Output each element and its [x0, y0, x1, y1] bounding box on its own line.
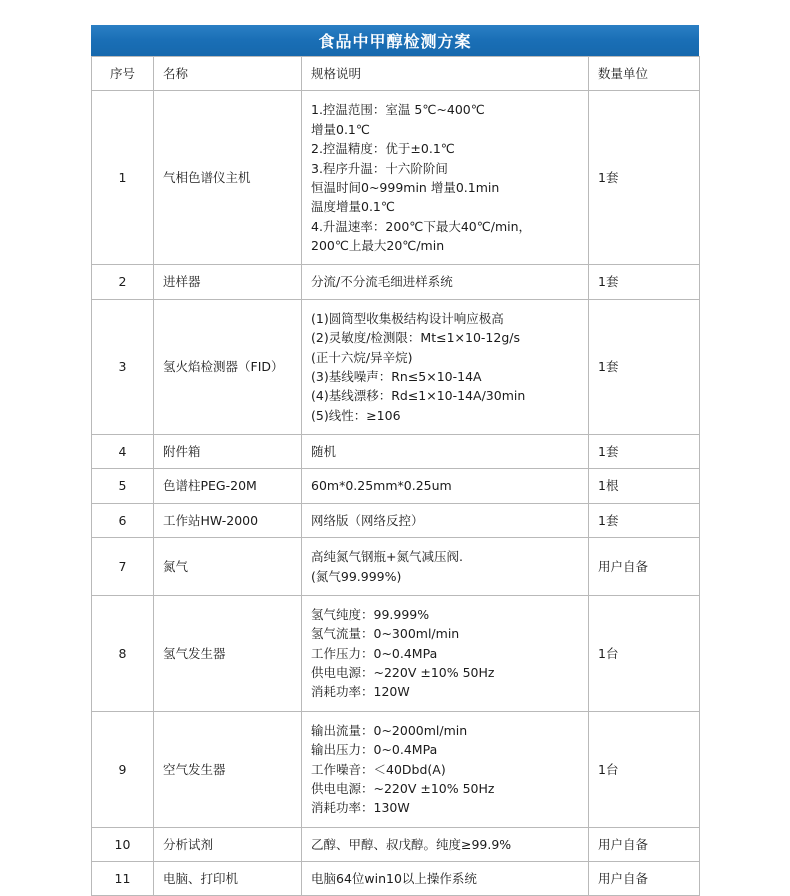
row-no: 3: [118, 359, 127, 375]
row-no: 9: [118, 761, 127, 777]
row-no-cell: [92, 299, 154, 434]
row-name: 分析试剂: [163, 836, 214, 852]
row-no-cell: [92, 538, 154, 596]
table-row: [92, 862, 700, 896]
row-spec-cell: [302, 265, 589, 299]
table-header-row: [92, 57, 700, 91]
row-spec: [302, 596, 588, 711]
row-qty-cell: [589, 711, 700, 827]
row-name: 氮气: [163, 558, 189, 574]
row-name: 色谱柱PEG-20M: [163, 478, 257, 494]
row-qty-cell: [589, 503, 700, 537]
table-row: [92, 265, 700, 299]
row-spec-line: 网络版（网络反控）: [311, 512, 424, 528]
row-spec-line: 消耗功率：130W: [311, 800, 410, 816]
row-spec: [302, 712, 588, 827]
row-name-cell: [154, 503, 302, 537]
row-name-cell: [154, 299, 302, 434]
row-qty: 1台: [598, 645, 619, 661]
row-name-cell: [154, 595, 302, 711]
row-qty: 1台: [598, 761, 619, 777]
row-spec-line: (2)灵敏度/检测限：Mt≤1×10-12g/s: [311, 330, 520, 346]
row-spec: [302, 862, 588, 895]
table-row: [92, 827, 700, 861]
row-spec-cell: [302, 862, 589, 896]
row-spec: [302, 265, 588, 298]
row-qty-cell: [589, 827, 700, 861]
row-spec-line: 工作压力：0~0.4MPa: [311, 645, 438, 661]
row-spec-line: 乙醇、甲醇、叔戊醇。纯度≥99.9%: [311, 836, 512, 852]
row-spec: [302, 91, 588, 264]
row-qty-cell: [589, 862, 700, 896]
row-qty-cell: [589, 299, 700, 434]
row-spec-line: 4.升温速率：200℃下最大40℃/min，: [311, 218, 532, 234]
row-no: 11: [114, 871, 131, 886]
row-no-cell: [92, 711, 154, 827]
table-row: [92, 469, 700, 503]
row-name: 工作站HW-2000: [163, 512, 259, 528]
row-name-cell: [154, 711, 302, 827]
spec-table-body: [92, 91, 700, 896]
row-spec-line: (4)基线漂移：Rd≤1×10-14A/30min: [311, 388, 526, 404]
column-header-spec: [302, 57, 589, 91]
column-header-name: [154, 57, 302, 91]
row-qty-cell: [589, 469, 700, 503]
row-spec-cell: [302, 91, 589, 265]
row-spec-line: 恒温时间0~999min 增量0.1min: [311, 179, 500, 195]
row-spec-cell: [302, 827, 589, 861]
row-spec-line: 随机: [311, 444, 337, 459]
row-spec: [302, 469, 588, 502]
row-name-cell: [154, 469, 302, 503]
row-spec-line: (正十六烷/异辛烷): [311, 349, 413, 365]
row-spec-line: (1)圆筒型收集极结构设计响应极高: [311, 310, 504, 326]
row-spec-line: 输出流量：0~2000ml/min: [311, 722, 468, 738]
row-spec-line: 3.程序升温：十六阶阶间: [311, 160, 448, 176]
table-row: [92, 538, 700, 596]
row-qty: 1根: [598, 478, 619, 494]
row-spec-cell: [302, 469, 589, 503]
row-qty-cell: [589, 265, 700, 299]
row-spec-line: (3)基线噪声：Rn≤5×10-14A: [311, 368, 482, 384]
row-spec: [302, 538, 588, 595]
row-name: 进样器: [163, 274, 201, 290]
row-name-cell: [154, 827, 302, 861]
row-name: 气相色谱仪主机: [163, 170, 251, 186]
row-spec-cell: [302, 711, 589, 827]
row-name-cell: [154, 862, 302, 896]
row-qty: 用户自备: [598, 871, 649, 886]
row-spec-cell: [302, 538, 589, 596]
row-spec-line: 供电电源：~220V ±10% 50Hz: [311, 780, 495, 796]
row-spec: [302, 828, 588, 861]
row-no-cell: [92, 435, 154, 469]
row-spec-line: 工作噪音：＜40Dbd(A): [311, 761, 446, 777]
row-spec: [302, 435, 588, 468]
row-qty-cell: [589, 435, 700, 469]
row-no: 2: [118, 274, 127, 290]
row-no: 1: [118, 170, 127, 186]
row-spec-line: 氢气流量：0~300ml/min: [311, 626, 460, 642]
table-row: [92, 711, 700, 827]
row-spec-line: 高纯氮气钢瓶+氮气减压阀.: [311, 549, 463, 565]
row-name: 电脑、打印机: [163, 871, 239, 886]
row-no-cell: [92, 91, 154, 265]
row-spec-cell: [302, 503, 589, 537]
spec-table: [91, 56, 700, 896]
row-spec-line: 2.控温精度：优于±0.1℃: [311, 141, 455, 157]
row-spec-line: 200℃上最大20℃/min: [311, 238, 445, 253]
row-name-cell: [154, 435, 302, 469]
row-no-cell: [92, 595, 154, 711]
table-row: [92, 595, 700, 711]
table-row: [92, 435, 700, 469]
row-qty: 用户自备: [598, 836, 649, 852]
row-spec: [302, 504, 588, 537]
row-name-cell: [154, 91, 302, 265]
row-spec-line: 供电电源：~220V ±10% 50Hz: [311, 665, 495, 680]
row-spec-line: (5)线性：≥106: [311, 407, 401, 423]
row-spec-line: 氢气纯度：99.999%: [311, 606, 430, 622]
row-spec-line: 温度增量0.1℃: [311, 199, 395, 215]
row-no: 7: [118, 558, 127, 574]
column-header-qty: [589, 57, 700, 91]
row-spec-line: 增量0.1℃: [311, 121, 370, 137]
row-qty: 1套: [598, 512, 619, 528]
row-spec: [302, 300, 588, 434]
row-name: 空气发生器: [163, 761, 226, 777]
table-row: [92, 299, 700, 434]
row-spec-line: 消耗功率：120W: [311, 684, 410, 700]
row-qty-cell: [589, 595, 700, 711]
row-spec-line: 电脑64位win10以上操作系统: [311, 871, 477, 886]
row-name-cell: [154, 538, 302, 596]
spec-sheet: [91, 25, 699, 896]
document-title-bar: [91, 25, 699, 56]
row-qty: 1套: [598, 170, 619, 186]
row-spec-line: 60m*0.25mm*0.25um: [311, 478, 452, 494]
row-spec-cell: [302, 299, 589, 434]
row-no: 8: [118, 645, 127, 661]
row-no-cell: [92, 265, 154, 299]
row-no: 6: [118, 512, 127, 528]
row-name: 附件箱: [163, 444, 201, 459]
row-qty: 1套: [598, 274, 619, 290]
row-qty: 1套: [598, 444, 619, 459]
row-name-cell: [154, 265, 302, 299]
table-row: [92, 91, 700, 265]
row-no-cell: [92, 469, 154, 503]
row-no: 5: [118, 478, 127, 494]
row-spec-line: 输出压力：0~0.4MPa: [311, 742, 438, 758]
column-header-name-label: 名称: [163, 66, 189, 81]
column-header-no-label: 序号: [109, 66, 135, 81]
row-spec-line: 分流/不分流毛细进样系统: [311, 274, 453, 290]
row-no: 10: [114, 836, 131, 852]
row-qty-cell: [589, 91, 700, 265]
row-name: 氢火焰检测器（FID）: [163, 359, 284, 375]
row-no-cell: [92, 862, 154, 896]
row-name: 氢气发生器: [163, 645, 226, 661]
row-spec-line: (氮气99.999%): [311, 568, 402, 584]
page-title: 食品中甲醇检测方案: [318, 32, 472, 51]
row-qty-cell: [589, 538, 700, 596]
row-no-cell: [92, 503, 154, 537]
row-no-cell: [92, 827, 154, 861]
table-row: [92, 503, 700, 537]
row-spec-cell: [302, 595, 589, 711]
row-spec-line: 1.控温范围：室温 5℃~400℃: [311, 102, 485, 118]
column-header-spec-label: 规格说明: [311, 66, 362, 81]
column-header-no: [92, 57, 154, 91]
row-no: 4: [118, 444, 127, 459]
row-qty: 1套: [598, 359, 619, 375]
row-spec-cell: [302, 435, 589, 469]
column-header-qty-label: 数量单位: [598, 66, 649, 81]
row-qty: 用户自备: [598, 558, 649, 574]
